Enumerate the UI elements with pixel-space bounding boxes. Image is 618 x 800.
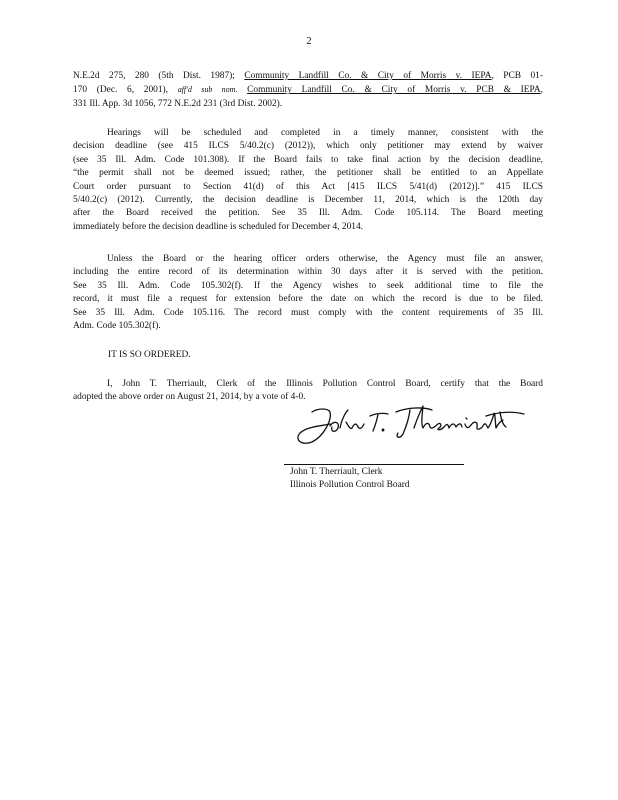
page-number: 2	[306, 36, 312, 47]
text-line: Hearings will be scheduled and completed in a timely manner, consistent with the	[107, 128, 543, 138]
handwritten-signature	[290, 400, 530, 450]
citation-line-1: N.E.2d 275, 280 (5th Dist. 1987); Community Landfill Co. & City of Morris v. IEPA, PCB 01-	[73, 71, 543, 81]
citation-line-3: 331 Ill. App. 3d 1056, 772 N.E.2d 231 (3rd Dist. 2002).	[73, 98, 283, 109]
text-line: adopted the above order on August 21, 2014, by a vote of 4-0.	[73, 392, 306, 403]
hearings-paragraph	[73, 127, 543, 234]
text-line: immediately before the decision deadline is scheduled for December 4, 2014.	[73, 221, 364, 232]
text-line: “the permit shall not be deemed issued; rather, the petitioner shall be entitled to an Appellate	[73, 168, 543, 179]
text-line: I, John T. Therriault, Clerk of the Illinois Pollution Control Board, certify that the Board	[107, 379, 543, 389]
case-name-underlined: Community Landfill Co. & City of Morris v. IEPA	[244, 71, 492, 81]
text-line: Adm. Code 105.302(f).	[73, 321, 161, 332]
board-name: Illinois Pollution Control Board	[290, 480, 410, 491]
text-line: record, it must file a request for extension before the date on which the record is due to be filed.	[73, 294, 543, 305]
signature-block	[290, 466, 410, 493]
text-line: including the entire record of its determination within 30 days after it is served with the petition.	[73, 267, 543, 278]
clerk-name-title: John T. Therriault, Clerk	[290, 467, 383, 477]
agency-answer-paragraph	[73, 253, 543, 333]
text-line: 5/40.2(c) (2012). Currently, the decision deadline is December 11, 2014, which is the 120th day	[73, 195, 543, 206]
case-name-underlined: Community Landfill Co. & City of Morris v. PCB & IEPA	[247, 85, 541, 96]
text-line: decision deadline (see 415 ILCS 5/40.2(c) (2012)), which only petitioner may extend by waiver	[73, 141, 543, 152]
signature-line	[284, 464, 464, 465]
text-line: See 35 Ill. Adm. Code 105.116. The record must comply with the content requirements of 35 Ill.	[73, 307, 543, 318]
so-ordered-statement: IT IS SO ORDERED.	[108, 350, 191, 360]
text-line: (see 35 Ill. Adm. Code 101.308). If the Board fails to take final action by the decision deadline,	[73, 154, 543, 165]
text-line: See 35 Ill. Adm. Code 105.302(f). If the Agency wishes to seek additional time to file the	[73, 280, 543, 291]
text-line: Unless the Board or the hearing officer orders otherwise, the Agency must file an answer,	[107, 254, 543, 264]
citation-paragraph	[73, 70, 543, 111]
text-line: Court order pursuant to Section 41(d) of this Act [415 ILCS 5/41(d) (2012)].” 415 ILCS	[73, 181, 543, 192]
citation-line-2: 170 (Dec. 6, 2001), aff'd sub nom. Community Landfill Co. & City of Morris v. PCB & IEPA,	[73, 85, 543, 96]
affd-sub-nom: aff'd sub nom.	[177, 85, 238, 95]
text-line: after the Board received the petition. See 35 Ill. Adm. Code 105.114. The Board meeting	[73, 208, 543, 219]
